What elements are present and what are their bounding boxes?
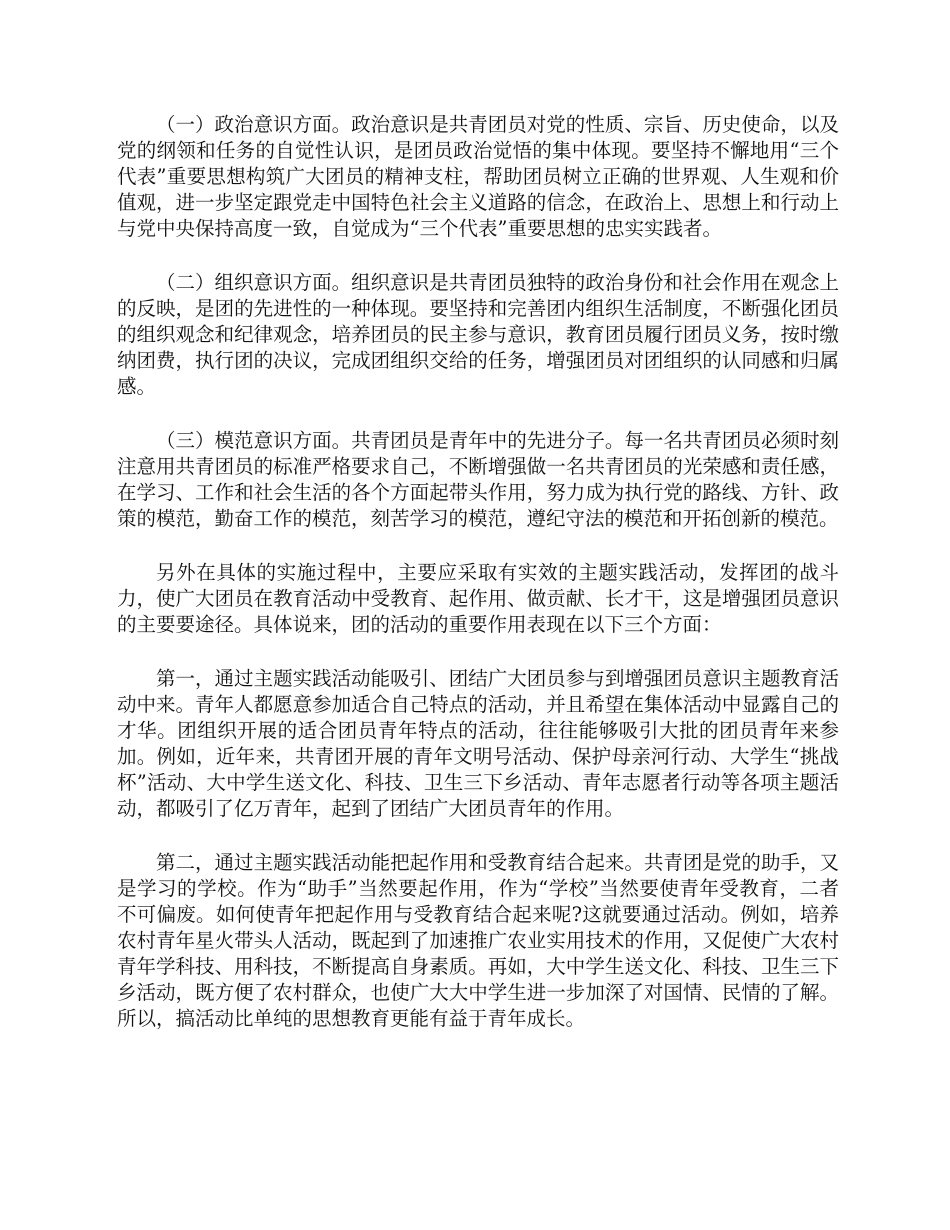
paragraph-first-point: 第一，通过主题实践活动能吸引、团结广大团员参与到增强团员意识主题教育活动中来。青年人都愿意参加适合自己特点的活动，并且希望在集体活动中显露自己的才华。团组织开展的适合团员青年特点的活动，往往能够吸引大批的团员青年来参加。例如，近年来，共青团开展的青年文明号活动、保护母亲河行动、大学生“挑战杯”活动、大中学生送文化、科技、卫生三下乡活动、青年志愿者行动等各项主题活动，都吸引了亿万青年，起到了团结广大团员青年的作用。 [117, 667, 839, 820]
paragraph-model-awareness: （三）模范意识方面。共青团员是青年中的先进分子。每一名共青团员必须时刻注意用共青团员的标准严格要求自己，不断增强做一名共青团员的光荣感和责任感，在学习、工作和社会生活的各个方面起带头作用，努力成为执行党的路线、方针、政策的模范，勤奋工作的模范，刻苦学习的模范，遵纪守法的模范和开拓创新的模范。 [117, 429, 839, 530]
paragraph-second-point: 第二，通过主题实践活动能把起作用和受教育结合起来。共青团是党的助手，又是学习的学校。作为“助手”当然要起作用，作为“学校”当然要使青年受教育，二者不可偏废。如何使青年把起作用与受教育结合起来呢?这就要通过活动。例如，培养农村青年星火带头人活动，既起到了加速推广农业实用技术的作用，又促使广大农村青年学科技、用科技，不断提高自身素质。再如，大中学生送文化、科技、卫生三下乡活动，既方便了农村群众，也使广大大中学生进一步加深了对国情、民情的了解。所以，搞活动比单纯的思想教育更能有益于青年成长。 [117, 851, 839, 1030]
paragraph-implementation: 另外在具体的实施过程中，主要应采取有实效的主题实践活动，发挥团的战斗力，使广大团员在教育活动中受教育、起作用、做贡献、长才干，这是增强团员意识的主要要途径。具体说来，团的活动的重要作用表现在以下三个方面： [117, 561, 839, 636]
paragraph-political-awareness: （一）政治意识方面。政治意识是共青团员对党的性质、宗旨、历史使命，以及党的纲领和任务的自觉性认识，是团员政治觉悟的集中体现。要坚持不懈地用“三个代表”重要思想构筑广大团员的精神支柱，帮助团员树立正确的世界观、人生观和价值观，进一步坚定跟党走中国特色社会主义道路的信念，在政治上、思想上和行动上与党中央保持高度一致，自觉成为“三个代表”重要思想的忠实实践者。 [117, 113, 839, 240]
document-page [117, 112, 839, 1060]
paragraph-organizational-awareness: （二）组织意识方面。组织意识是共青团员独特的政治身份和社会作用在观念上的反映，是团的先进性的一种体现。要坚持和完善团内组织生活制度，不断强化团员的组织观念和纪律观念，培养团员的民主参与意识，教育团员履行团员义务，按时缴纳团费，执行团的决议，完成团组织交给的任务，增强团员对团组织的认同感和归属感。 [117, 271, 839, 398]
